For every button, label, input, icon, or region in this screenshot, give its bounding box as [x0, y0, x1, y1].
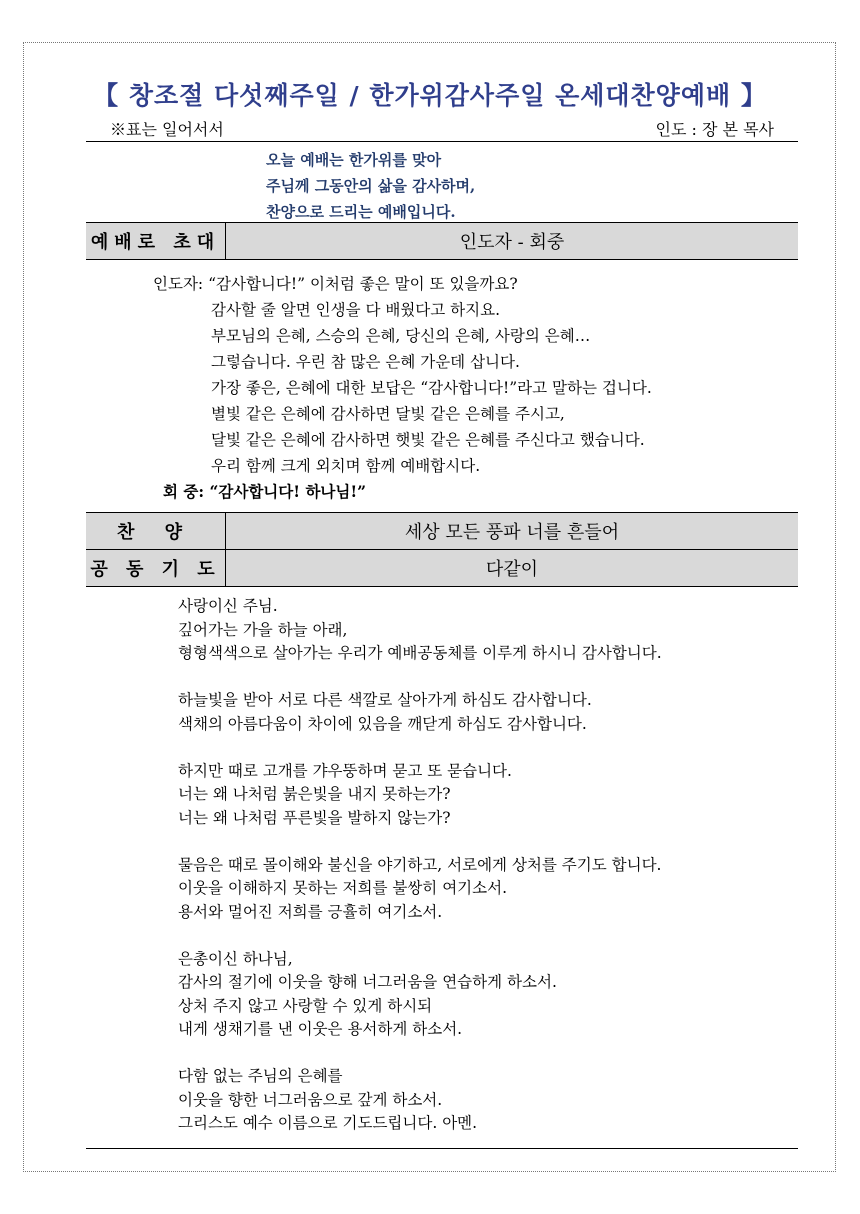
prayer-line: 형형색색으로 살아가는 우리가 예배공동체를 이루게 하시니 감사합니다.: [178, 644, 662, 662]
prayer-line: 하늘빛을 받아 서로 다른 색깔로 살아가게 하심도 감사합니다.: [178, 691, 592, 709]
prayer-line: 물음은 때로 몰이해와 불신을 야기하고, 서로에게 상처를 주기도 합니다.: [178, 855, 662, 874]
call-line: 그렇습니다. 우린 참 많은 은혜 가운데 삽니다.: [211, 353, 520, 371]
prayer-line: 너는 왜 나처럼 푸른빛을 발하지 않는가?: [178, 808, 451, 827]
invitation-row: [86, 222, 798, 260]
prayer-line: 이웃을 향한 너그러움으로 갚게 하소서.: [178, 1090, 443, 1109]
praise-row: [86, 512, 798, 550]
praise-label: 찬 양: [86, 513, 226, 549]
invitation-label: 예배로 초대: [86, 223, 226, 259]
prayer-line: 감사의 절기에 이웃을 향해 너그러움을 연습하게 하소서.: [178, 973, 557, 991]
call-to-worship: [153, 271, 652, 505]
common-prayer: [178, 595, 662, 1136]
footer-divider: [86, 1148, 798, 1149]
intro-line: 오늘 예배는 한가위를 맞아: [266, 151, 442, 169]
worship-leader: 인도 : 장 본 목사: [655, 120, 774, 139]
prayer-gap: [178, 924, 662, 948]
call-line: 감사할 줄 알면 인생을 다 배웠다고 하지요.: [211, 301, 501, 319]
prayer-gap: [178, 830, 662, 854]
call-line: 별빛 같은 은혜에 감사하면 달빛 같은 은혜를 주시고,: [211, 405, 565, 423]
prayer-line: 은총이신 하나님,: [178, 949, 293, 968]
call-text: “감사합니다!” 이처럼 좋은 말이 또 있을까요?: [208, 275, 518, 293]
call-line: [153, 271, 652, 297]
intro-text: [266, 147, 475, 225]
invitation-value: 인도자 - 회중: [459, 232, 565, 253]
prayer-gap: [178, 1042, 662, 1066]
prayer-line: 사랑이신 주님.: [178, 597, 278, 615]
page-title: 【 창조절 다섯째주일 / 한가위감사주일 온세대찬양예배 】: [93, 81, 767, 110]
prayer-line: 상처 주지 않고 사랑할 수 있게 하시되: [178, 996, 433, 1015]
header-divider: [86, 141, 798, 142]
prayer-line: 하지만 때로 고개를 갸우뚱하며 묻고 또 묻습니다.: [178, 761, 512, 780]
prayer-line: 이웃을 이해하지 못하는 저희를 불쌍히 여기소서.: [178, 879, 508, 897]
prayer-line: 다함 없는 주님의 은혜를: [178, 1067, 343, 1085]
prayer-row: [86, 549, 798, 587]
prayer-line: 너는 왜 나처럼 붉은빛을 내지 못하는가?: [178, 785, 451, 803]
prayer-line: 용서와 멀어진 저희를 긍휼히 여기소서.: [178, 902, 443, 921]
call-line: 부모님의 은혜, 스승의 은혜, 당신의 은혜, 사랑의 은혜…: [211, 327, 591, 345]
prayer-label: 공 동 기 도: [86, 550, 226, 586]
prayer-line: 내게 생채기를 낸 이웃은 용서하게 하소서.: [178, 1020, 463, 1038]
intro-line: 주님께 그동안의 삶을 감사하며,: [266, 177, 476, 195]
prayer-value: 다같이: [485, 559, 539, 580]
prayer-gap: [178, 736, 662, 760]
praise-song-title: 세상 모든 풍파 너를 흔들어: [404, 522, 620, 543]
stand-note: ※표는 일어서서: [110, 120, 224, 139]
prayer-line: 그리스도 예수 이름으로 기도드립니다. 아멘.: [178, 1114, 478, 1132]
call-line: 가장 좋은, 은혜에 대한 보답은 “감사합니다!”라고 말하는 겁니다.: [211, 379, 652, 397]
congregation-response: 회 중: “감사합니다! 하나님!”: [163, 482, 367, 501]
prayer-line: 깊어가는 가을 하늘 아래,: [178, 620, 348, 639]
call-line: 우리 함께 크게 외치며 함께 예배합시다.: [211, 457, 481, 475]
intro-line: 찬양으로 드리는 예배입니다.: [266, 203, 456, 221]
prayer-line: 색채의 아름다움이 차이에 있음을 깨닫게 하심도 감사합니다.: [178, 714, 587, 733]
call-line: 달빛 같은 은혜에 감사하면 햇빛 같은 은혜를 주신다고 했습니다.: [211, 431, 645, 449]
prayer-gap: [178, 666, 662, 690]
leader-prefix: 인도자:: [153, 275, 209, 293]
